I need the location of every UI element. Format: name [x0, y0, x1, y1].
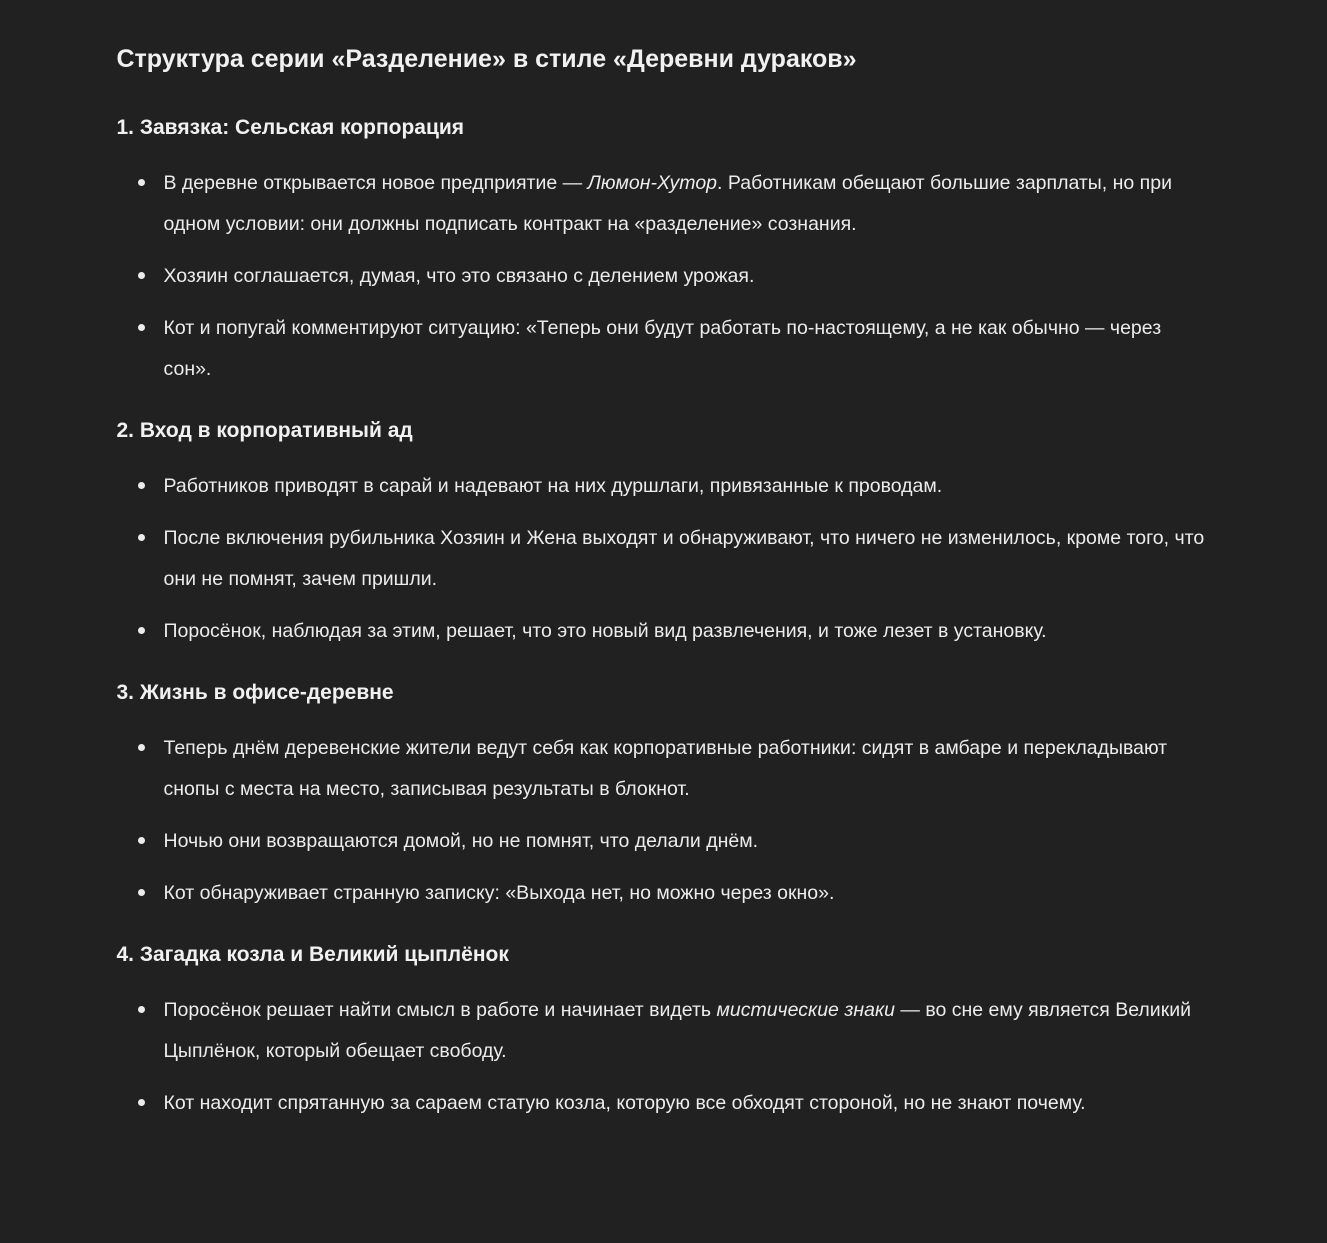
text-run: . Работникам обещают большие зарплаты, но при одном условии: они должны подписать контракт на «разделение» сознания. [163, 172, 1172, 235]
list-item [164, 611, 1211, 652]
bullet-list [117, 990, 1211, 1124]
section-heading: 4. Загадка козла и Великий цыплёнок [116, 943, 509, 966]
section-heading: 2. Вход в корпоративный ад [116, 419, 413, 442]
text-run: Поросёнок, наблюдая за этим, решает, что это новый вид развлечения, и тоже лезет в установку. [163, 620, 1047, 642]
list-item [164, 873, 1211, 914]
text-run: В деревне открывается новое предприятие — [163, 172, 588, 194]
text-run: Хозяин соглашается, думая, что это связано с делением урожая. [163, 265, 755, 287]
list-item [164, 466, 1211, 507]
list-item [164, 1083, 1211, 1124]
italic-text-run: мистические знаки [716, 999, 896, 1021]
section-heading: 1. Завязка: Сельская корпорация [116, 116, 465, 139]
text-run: Кот обнаруживает странную записку: «Выхода нет, но можно через окно». [163, 882, 835, 904]
text-run: После включения рубильника Хозяин и Жена выходят и обнаруживают, что ничего не изменилось, кроме того, что они не помнят, зачем пришли. [163, 527, 1205, 590]
list-item [164, 256, 1211, 297]
list-item [164, 821, 1211, 862]
list-item [164, 990, 1211, 1072]
sections-container [117, 113, 1211, 1124]
page-title: Структура серии «Разделение» в стиле «Деревни дураков» [116, 45, 857, 73]
list-item [164, 728, 1211, 810]
text-run: Ночью они возвращаются домой, но не помнят, что делали днём. [163, 830, 759, 852]
text-run: Поросёнок решает найти смысл в работе и начинает видеть [163, 999, 717, 1021]
text-run: Кот находит спрятанную за сараем статую козла, которую все обходят стороной, но не знают почему. [163, 1092, 1086, 1114]
text-run: — во сне ему является Великий Цыплёнок, который обещает свободу. [163, 999, 1192, 1062]
text-run: Теперь днём деревенские жители ведут себя как корпоративные работники: сидят в амбаре и перекладывают снопы с места на место, записывая результаты в блокнот. [163, 737, 1168, 800]
list-item [164, 308, 1211, 390]
bullet-list [117, 163, 1211, 390]
section-heading: 3. Жизнь в офисе-деревне [116, 681, 394, 704]
message-content [117, 0, 1211, 1124]
bullet-list [117, 728, 1211, 914]
list-item [164, 518, 1211, 600]
bullet-list [117, 466, 1211, 652]
italic-text-run: Люмон-Хутор [587, 172, 718, 194]
list-item [164, 163, 1211, 245]
text-run: Кот и попугай комментируют ситуацию: «Теперь они будут работать по-настоящему, а не как обычно — через сон». [163, 317, 1162, 380]
text-run: Работников приводят в сарай и надевают на них дуршлаги, привязанные к проводам. [163, 475, 943, 497]
